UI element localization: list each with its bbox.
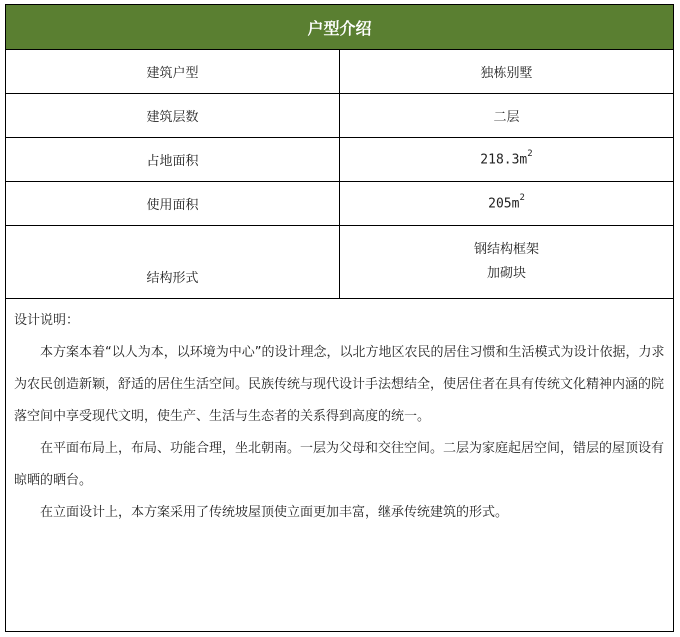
table-row <box>6 182 673 226</box>
usable-area-number: 205m <box>488 196 520 212</box>
row-label-floors: 建筑层数 <box>6 94 340 138</box>
table-row <box>6 94 673 138</box>
row-value-structure <box>340 226 674 299</box>
row-value-building-type: 独栋别墅 <box>340 50 674 94</box>
row-value-floors: 二层 <box>340 94 674 138</box>
spec-table <box>6 50 673 299</box>
description-paragraph: 本方案本着“以人为本，以环境为中心”的设计理念，以北方地区农民的居住习惯和生活模式为设计依据，力求为农民创造新颖，舒适的居住生活空间。民族传统与现代设计手法想结全，使居住者在具有传统文化精神内涵的院落空间中享受现代文明，使生产、生活与生态者的关系得到高度的统一。 <box>14 345 665 424</box>
row-value-land-area <box>340 138 674 182</box>
table-row <box>6 50 673 94</box>
row-label-building-type: 建筑户型 <box>6 50 340 94</box>
row-label-structure: 结构形式 <box>6 226 340 299</box>
table-row <box>6 138 673 182</box>
row-value-usable-area <box>340 182 674 226</box>
description-paragraph: 在立面设计上，本方案采用了传统坡屋顶使立面更加丰富，继承传统建筑的形式。 <box>40 505 509 520</box>
usable-area-unit-exponent: 2 <box>519 193 525 204</box>
house-type-card <box>5 4 674 632</box>
table-row <box>6 226 673 299</box>
land-area-number: 218.3m <box>480 152 528 168</box>
structure-line: 加砌块 <box>486 266 526 281</box>
row-label-usable-area: 使用面积 <box>6 182 340 226</box>
row-label-land-area: 占地面积 <box>6 138 340 182</box>
description-heading: 设计说明： <box>14 313 80 328</box>
description-paragraph: 在平面布局上，布局、功能合理，坐北朝南。一层为父母和交往空间。二层为家庭起居空间，错层的屋顶设有晾晒的晒台。 <box>14 441 665 488</box>
design-description <box>6 299 673 529</box>
land-area-unit-exponent: 2 <box>527 149 533 160</box>
card-title: 户型介绍 <box>6 5 673 50</box>
structure-line: 钢结构框架 <box>473 242 539 257</box>
